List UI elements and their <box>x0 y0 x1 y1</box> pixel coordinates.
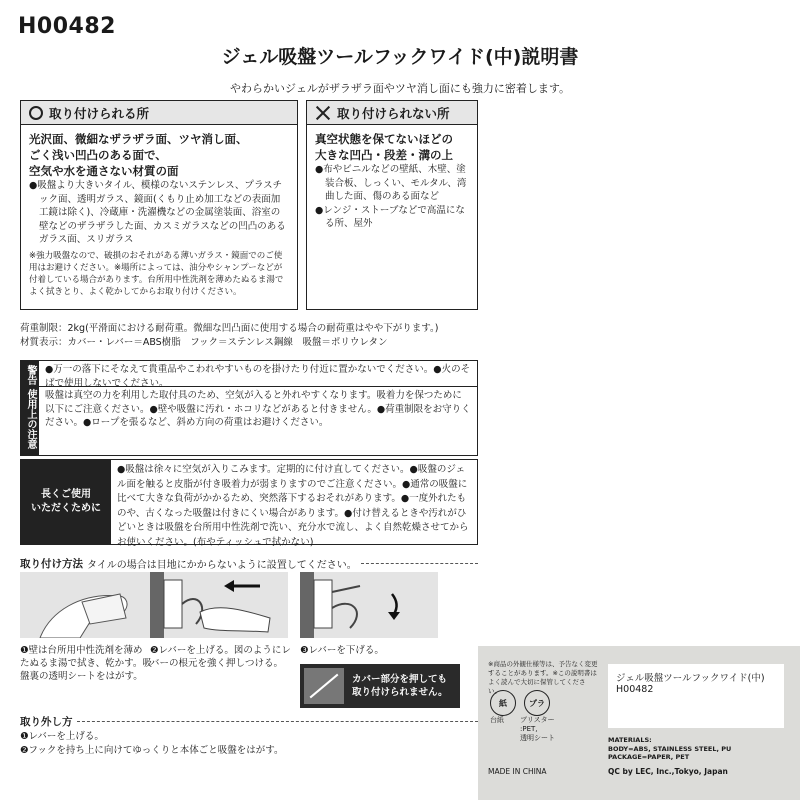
page-subtitle: やわらかいジェルがザラザラ面やツヤ消し面にも強力に密着します。 <box>230 82 570 95</box>
can-attach-lead-2: ごく浅い凹凸のある面で、 <box>29 148 167 162</box>
ng-cover-icon <box>304 668 344 704</box>
materials-line-1: MATERIALS: <box>608 736 652 744</box>
circle-ok-icon <box>29 106 43 120</box>
materials-line-2: BODY=ABS, STAINLESS STEEL, PU <box>608 744 732 753</box>
warning-label: 警告 <box>25 365 36 385</box>
can-attach-lead-1: 光沢面、微細なザラザラ面、ツヤ消し面、 <box>29 132 248 146</box>
paper-recycle-label: 台紙 <box>490 716 504 724</box>
divider <box>361 563 478 564</box>
plastic-recycle-icon: プラ <box>524 690 550 716</box>
cannot-attach-panel <box>306 100 478 310</box>
ng-warning <box>300 664 460 708</box>
remove-heading: 取り外し方 <box>20 716 73 728</box>
cannot-attach-lead-2: 大きな凹凸・段差・溝の上 <box>315 148 453 162</box>
long-use-box <box>20 459 478 548</box>
cannot-attach-heading: 取り付けられない所 <box>337 105 450 121</box>
company: QC by LEC, Inc.,Tokyo, Japan <box>608 767 728 776</box>
can-attach-note: ※強力吸盤なので、破損のおそれがある薄いガラス・鏡面でのご使用はお避けください。※場所によっては、油分やシャンプーなどが付着している場合があります。台所用中性洗剤を薄めたぬるま湯でよく拭きとり、よく乾かしてからお取り付けください。 <box>29 250 284 297</box>
long-use-label-1: 長くご使用 <box>41 489 91 500</box>
can-attach-lead-3: 空気や水を通さない材質の面 <box>29 164 179 178</box>
page-title: ジェル吸盤ツールフックワイド(中)説明書 <box>221 46 579 68</box>
install-step-2: ❷レバーを上げる。図のようにレバーの根元を強く押しつける。 <box>150 645 291 669</box>
cannot-attach-header <box>307 101 477 125</box>
material-info: 材質表示：カバー・レバー＝ABS樹脂 フック＝ステンレス鋼線 吸盤＝ポリウレタン <box>20 337 388 348</box>
remove-step-2: ❷フックを持ち上に向けてゆっくりと本体ごと吸盤をはがす。 <box>20 745 284 756</box>
can-attach-heading: 取り付けられる所 <box>49 105 150 121</box>
step1-illustration <box>20 572 158 638</box>
warning-side-label <box>21 361 39 455</box>
product-code-small: H00482 <box>616 684 654 695</box>
install-header <box>20 556 478 571</box>
long-use-label <box>21 460 111 544</box>
long-use-label-2: いただくために <box>31 503 101 514</box>
plastic-recycle-label: ブリスター :PET, 透明シート <box>520 716 555 742</box>
caution-text: 吸盤は真空の力を利用した取付具のため、空気が入ると外れやすくなります。吸着力を保つために以下にご注意ください。●壁や吸盤に汚れ・ホコリなどがあると付きません。●荷重制限をお守りください。●ロープを張るなど、斜め方向の荷重はお避けください。 <box>45 390 471 428</box>
step2-illustration <box>150 572 288 638</box>
can-attach-panel <box>20 100 298 310</box>
load-limit: 荷重制限：2kg(平滑面における耐荷重。微細な凹凸面に使用する場合の耐荷重はやや下がります。) <box>20 323 439 334</box>
package-note: ※商品の外観仕様等は、予告なく変更することがあります。※この説明書はよく読んで大切に保管してください。 <box>488 660 598 695</box>
remove-step-1: ❶レバーを上げる。 <box>20 731 104 742</box>
step3-illustration <box>300 572 438 638</box>
caution-label: 使用上の注意 <box>25 389 36 449</box>
install-note: タイルの場合は目地にかからないように設置してください。 <box>87 560 357 571</box>
cross-ng-icon <box>315 105 331 121</box>
warning-text: ●万一の落下にそなえて貴重品やこわれやすいものを掛けたり付近に置かないでください。●火のそばで使用しないでください。 <box>39 361 477 387</box>
ng-text-1: カバー部分を押しても <box>352 674 448 685</box>
install-step-3: ❸レバーを下げる。 <box>300 645 384 656</box>
product-label-box <box>608 664 784 728</box>
divider <box>77 721 479 722</box>
press-hook-icon <box>150 572 288 638</box>
remove-header <box>20 714 478 729</box>
cannot-attach-lead-1: 真空状態を保てないほどの <box>315 132 453 146</box>
paper-recycle-icon: 紙 <box>490 690 516 716</box>
materials-en <box>608 736 731 762</box>
cannot-attach-bullet-2: ●レンジ・ストーブなどで高温になる所、屋外 <box>315 204 465 229</box>
can-attach-header <box>21 101 297 125</box>
wipe-hand-icon <box>20 572 158 638</box>
install-step-1: ❶壁は台所用中性洗剤を薄めたぬるま湯で拭き、乾かす。吸盤裏の透明シートをはがす。 <box>20 645 152 682</box>
lower-lever-icon <box>300 572 438 638</box>
product-name: ジェル吸盤ツールフックワイド(中) <box>616 673 765 684</box>
warning-box <box>20 360 478 456</box>
can-attach-bullet: ●吸盤より大きいタイル、模様のないステンレス、プラスチック面、透明ガラス、鏡面(くもり止め加工などの表面加工鏡は除く)、冷蔵庫・洗濯機などの金属塗装面、浴室の壁などのザラザラした面、カスミガラスなどの凹凸のあるガラス面、スリガラス <box>29 180 286 245</box>
materials-line-3: PACKAGE=PAPER, PET <box>608 753 690 761</box>
install-heading: 取り付け方法 <box>20 558 83 570</box>
made-in: MADE IN CHINA <box>488 767 547 776</box>
cannot-attach-bullet-1: ●布やビニルなどの壁紙、木壁、塗装合板、しっくい、モルタル、湾曲した面、傷のある面など <box>315 164 467 202</box>
specs <box>20 322 438 350</box>
long-use-text: ●吸盤は徐々に空気が入りこみます。定期的に付け直してください。●吸盤のジェル面を触ると皮脂が付き吸着力が弱まりますのでご注意ください。●通常の吸盤に比べて大きな負荷がかかるため、突然落下するおそれがあります。●一度外れたものや、古くなった吸盤は付きにくい場合があります。●付け替えるときや汚れがひどいときは吸盤を台所用中性洗剤で洗い、充分水で流し、よく自然乾燥させてからお使いください。(布やティッシュで拭かない) <box>117 464 469 548</box>
remove-steps <box>20 730 284 758</box>
product-code: H00482 <box>18 14 116 39</box>
ng-text-2: 取り付けられません。 <box>352 687 448 698</box>
